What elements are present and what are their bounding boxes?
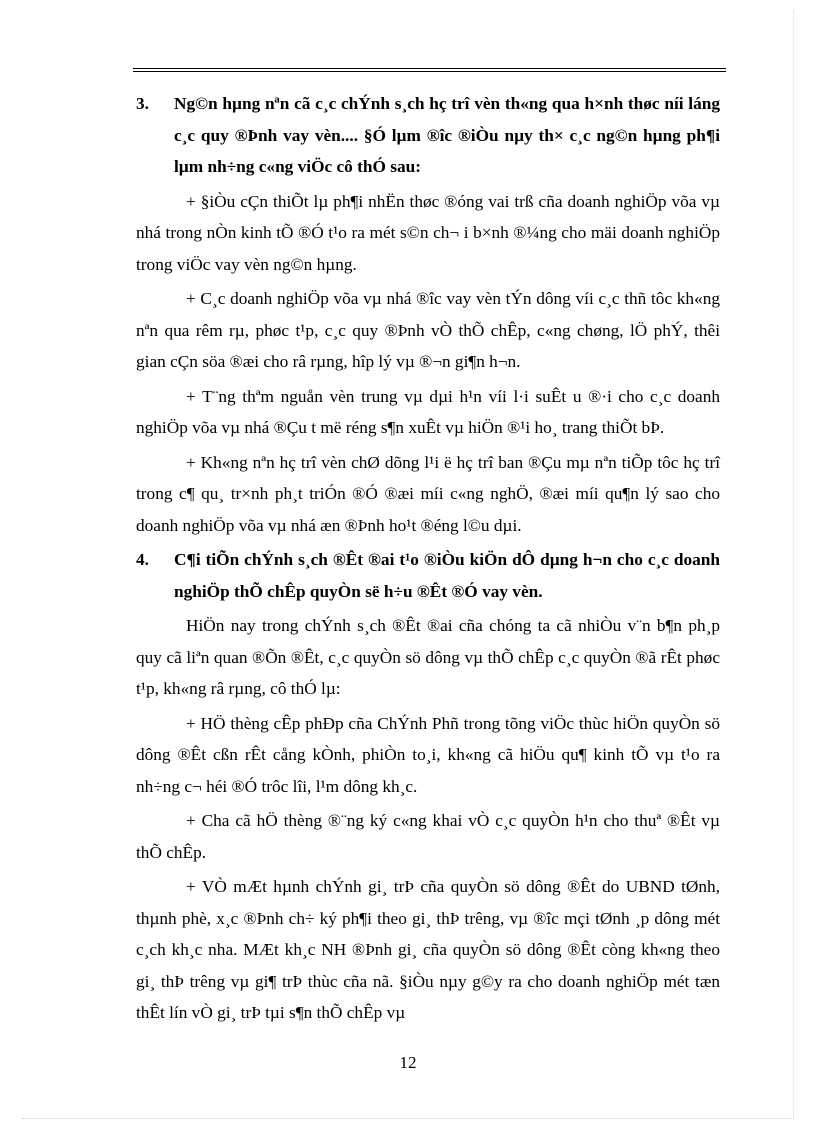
paragraph: HiÖn nay trong chÝnh s¸ch ®Êt ®ai cña chóng ta cã nhiÒu v¨n b¶n ph¸p quy cã liªn quan ®Õn ®Êt, c¸c quyÒn sö dông vµ thÕ chÊp c¸c quyÒn ®ã rÊt phøc t¹p, kh«ng râ rµng, cô thÓ lµ: xyxy=(136,616,720,698)
paragraph: + Kh«ng nªn hç trî vèn chØ dõng l¹i ë hç trî ban ®Çu mµ nªn tiÕp tôc hç trî trong c¶ qu¸ tr×nh ph¸t triÓn ®Ó ®æi míi c«ng nghÖ, ®æi míi qu¶n lý sao cho doanh nghiÖp võa vµ nhá æn ®Þnh ho¹t ®éng l©u dµi. xyxy=(136,452,720,535)
paragraph: + HÖ thèng cÊp phÐp cña ChÝnh Phñ trong tõng viÖc thùc hiÖn quyÒn sö dông ®Êt cßn rÊt cång kÒnh, phiÒn to¸i, kh«ng cã hiÖu qu¶ kinh tÕ vµ t¹o ra nh÷ng c¬ héi ®Ó trôc lîi, l¹m dông kh¸c. xyxy=(136,713,720,796)
page-border-bottom xyxy=(22,1118,794,1119)
page-number: 12 xyxy=(399,1053,417,1072)
paragraph: + C¸c doanh nghiÖp võa vµ nhá ®îc vay vèn tÝn dông víi c¸c thñ tôc kh«ng nªn qua rêm rµ, phøc t¹p, c¸c quy ®Þnh vÒ thÕ chÊp, c«ng chøng, lÖ phÝ, thêi gian cÇn söa ®æi cho râ rµng, hîp lý vµ ®¬n gi¶n h¬n. xyxy=(136,289,720,371)
section-heading-4 xyxy=(136,541,720,607)
section-title: C¶i tiÕn chÝnh s¸ch ®Êt ®ai t¹o ®iÒu kiÖn dÔ dµng h¬n cho c¸c doanh nghiÖp thÕ chÊp quyÒn së h÷u ®Êt ®Ó vay vèn. xyxy=(174,550,720,601)
section-title: Ng©n hµng nªn cã c¸c chÝnh s¸ch hç trî vèn th«ng qua h×nh thøc níi láng c¸c quy ®Þnh vay vèn.... §Ó lµm ®îc ®iÒu nµy th× c¸c ng©n hµng ph¶i lµm nh÷ng c«ng viÖc cô thÓ sau: xyxy=(174,94,720,176)
page-border-right xyxy=(793,10,794,1117)
paragraph: + T¨ng thªm nguån vèn trung vµ dµi h¹n víi l·i suÊt u ®·i cho c¸c doanh nghiÖp võa vµ nhá ®Çu t më réng s¶n xuÊt vµ hiÖn ®¹i ho¸ trang thiÕt bÞ. xyxy=(136,386,720,437)
paragraph: + Cha cã hÖ thèng ®¨ng ký c«ng khai vÒ c¸c quyÒn h¹n cho thuª ®Êt vµ thÕ chÊp. xyxy=(136,811,720,862)
paragraph: + VÒ mÆt hµnh chÝnh gi¸ trÞ cña quyÒn sö dông ®Êt do UBND tØnh, thµnh phè, x¸c ®Þnh ch÷ ký ph¶i theo gi¸ thÞ trêng, vµ ®îc mçi tØnh ¸p dông mét c¸ch kh¸c nha. MÆt kh¸c NH ®Þnh gi¸ cña quyÒn sö dông ®Êt còng kh«ng theo gi¸ thÞ trêng vµ gi¶ trÞ thùc cña nã. §iÒu nµy g©y ra cho doanh nghiÖp mét tæn thÊt lín vÒ gi¸ trÞ tµi s¶n thÕ chÊp vµ xyxy=(136,877,720,1022)
section-number: 3. xyxy=(136,94,149,113)
document-body xyxy=(136,88,720,1029)
header-rule xyxy=(133,68,726,72)
section-number: 4. xyxy=(136,550,149,569)
section-heading-3 xyxy=(136,88,720,183)
paragraph: + §iÒu cÇn thiÕt lµ ph¶i nhËn thøc ®óng vai trß cña doanh nghiÖp võa vµ nhá trong nÒn kinh tÕ ®Ó t¹o ra mét s©n ch¬ i b×nh ®¼ng cho mäi doanh nghiÖp trong viÖc vay vèn ng©n hµng. xyxy=(136,191,720,274)
